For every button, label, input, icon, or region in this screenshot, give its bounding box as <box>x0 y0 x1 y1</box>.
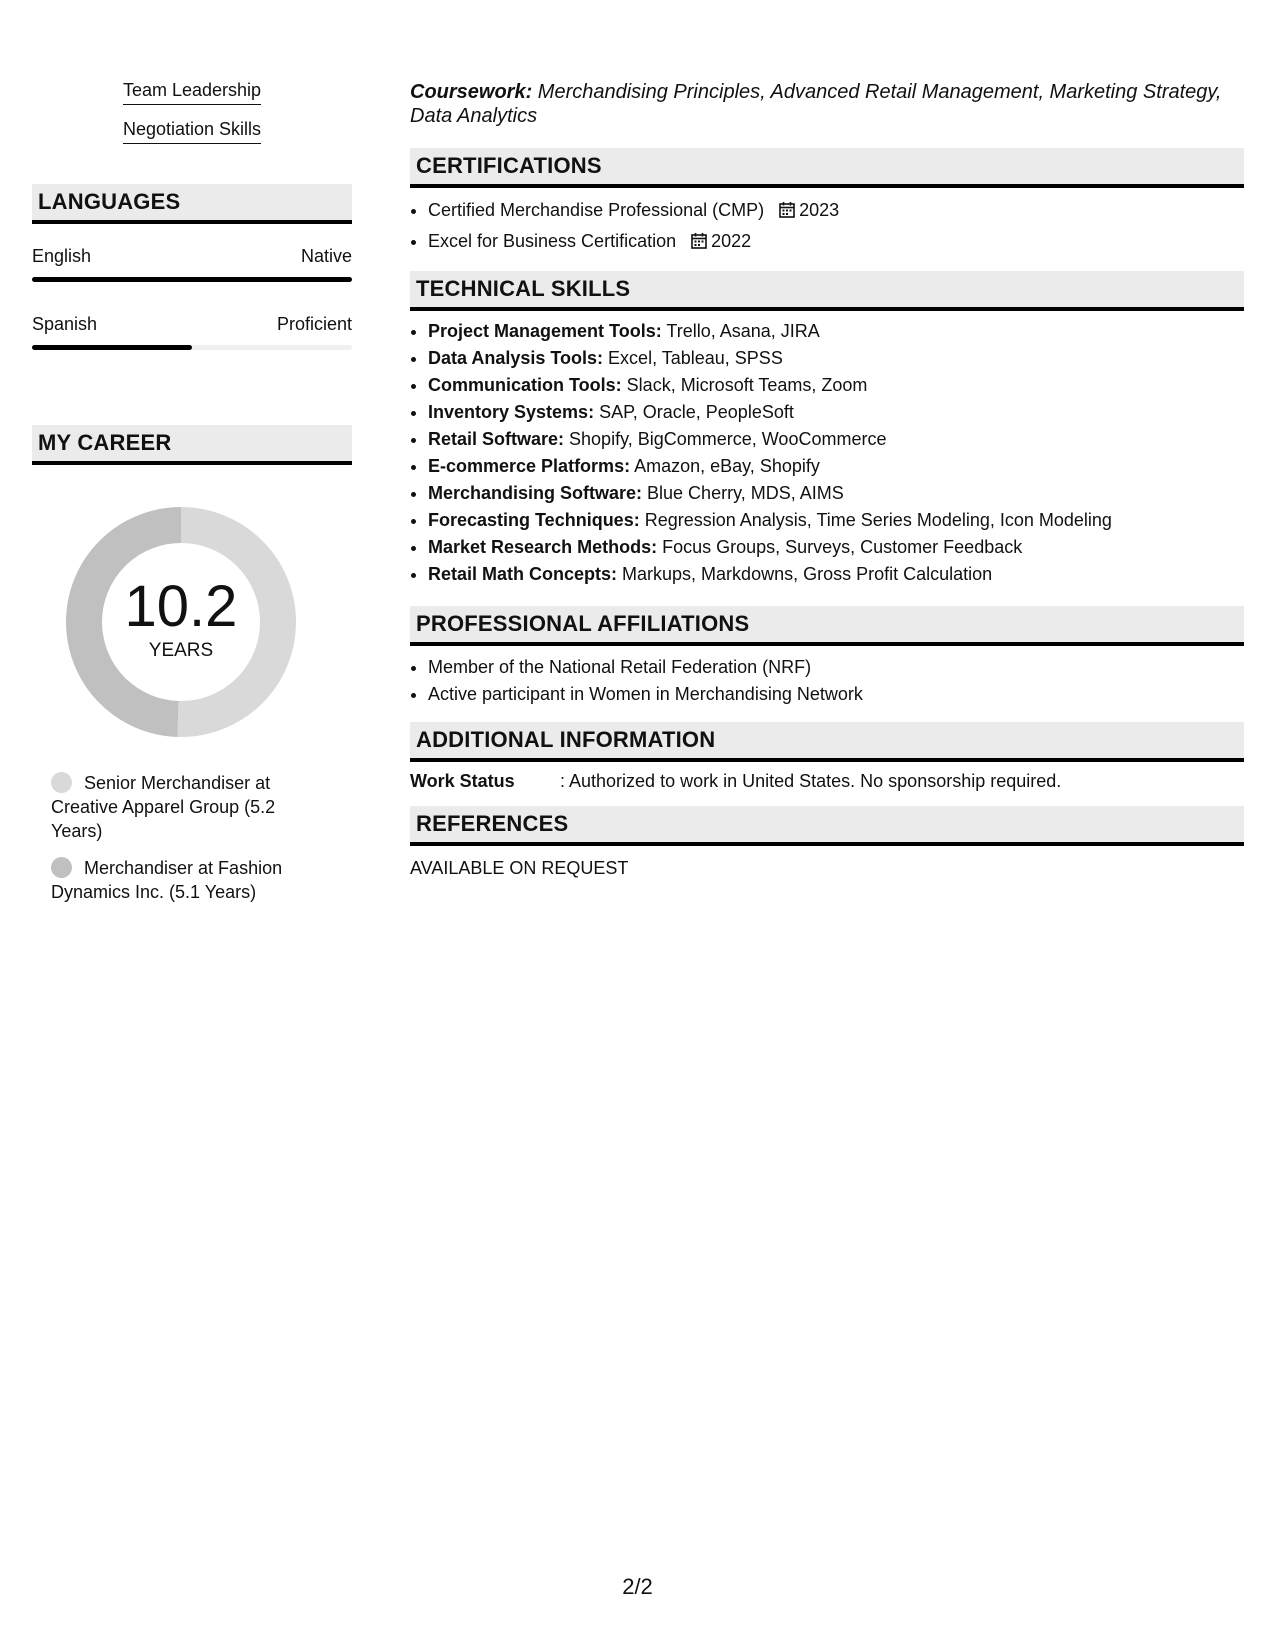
legend-dot-icon <box>51 772 72 793</box>
calendar-icon <box>691 229 707 258</box>
technical-skill-label: Communication Tools: <box>428 375 622 395</box>
skill-item: Team Leadership <box>123 80 261 105</box>
technical-skill-value: Trello, Asana, JIRA <box>661 321 820 341</box>
technical-skill-value: Slack, Microsoft Teams, Zoom <box>621 375 868 395</box>
career-legend-label: Merchandiser at Fashion Dynamics Inc. (5.1 Years) <box>51 858 283 902</box>
technical-skill-label: E-commerce Platforms: <box>428 456 631 476</box>
references-text: AVAILABLE ON REQUEST <box>410 858 629 878</box>
technical-skill-label: Inventory Systems: <box>428 402 595 422</box>
certification-year: 2022 <box>711 230 752 251</box>
technical-skills-header: TECHNICAL SKILLS <box>410 271 1244 311</box>
career-total <box>66 507 296 737</box>
language-name: English <box>32 246 92 266</box>
technical-skill-label: Market Research Methods: <box>428 537 658 557</box>
career-total-value: 10.2 <box>124 574 238 639</box>
certification-item <box>428 227 1244 258</box>
technical-skill-value: Blue Cherry, MDS, AIMS <box>642 483 844 503</box>
affiliations-list <box>410 654 1244 708</box>
technical-skill-label: Forecasting Techniques: <box>428 510 640 530</box>
technical-skills-list <box>410 318 1244 588</box>
coursework <box>410 80 1244 128</box>
legend-dot-icon <box>51 857 72 878</box>
technical-skill-value: Markups, Markdowns, Gross Profit Calculation <box>617 564 993 584</box>
technical-skill-label: Data Analysis Tools: <box>428 348 604 368</box>
certifications-list <box>410 196 1244 257</box>
left-column <box>32 80 352 917</box>
references-header: REFERENCES <box>410 806 1244 846</box>
technical-skill-label: Retail Software: <box>428 429 565 449</box>
technical-skill-item <box>428 399 1244 426</box>
technical-skill-item <box>428 426 1244 453</box>
language-name: Spanish <box>32 314 98 334</box>
coursework-text: Merchandising Principles, Advanced Retail Management, Marketing Strategy, Data Analytics <box>410 81 1222 127</box>
technical-skill-label: Merchandising Software: <box>428 483 643 503</box>
skill-item: Negotiation Skills <box>123 119 261 144</box>
skills-list <box>32 80 352 144</box>
technical-skill-item <box>428 318 1244 345</box>
language-level-fill <box>32 277 352 282</box>
technical-skill-value: Focus Groups, Surveys, Customer Feedback <box>657 537 1023 557</box>
certification-year: 2023 <box>799 200 840 220</box>
technical-skill-item <box>428 561 1244 588</box>
technical-skill-value: Excel, Tableau, SPSS <box>603 348 783 368</box>
technical-skill-item <box>428 345 1244 372</box>
right-column <box>410 80 1244 879</box>
language-level: Native <box>300 246 352 266</box>
work-status-label: Work Status <box>410 771 515 791</box>
technical-skill-item <box>428 507 1244 534</box>
technical-skill-value: Shopify, BigCommerce, WooCommerce <box>564 429 887 449</box>
technical-skill-value: SAP, Oracle, PeopleSoft <box>594 402 794 422</box>
language-level-bar <box>32 345 352 350</box>
affiliations-header: PROFESSIONAL AFFILIATIONS <box>410 606 1244 646</box>
work-status-row <box>410 771 1244 792</box>
career-header: MY CAREER <box>32 425 352 465</box>
technical-skill-item <box>428 534 1244 561</box>
work-status-value: : Authorized to work in United States. No sponsorship required. <box>560 771 1062 791</box>
page-number: 2/2 <box>622 1574 653 1599</box>
technical-skill-value: Regression Analysis, Time Series Modeling, Icon Modeling <box>639 510 1112 530</box>
career-legend <box>51 771 321 904</box>
career-donut-chart <box>66 507 296 737</box>
affiliation-item: • Active participant in Women in Merchandising Network <box>428 681 1244 708</box>
technical-skill-item <box>428 453 1244 480</box>
technical-skill-item <box>428 480 1244 507</box>
technical-skill-label: Retail Math Concepts: <box>428 564 618 584</box>
language-english <box>32 246 352 282</box>
career-legend-item <box>51 856 321 904</box>
technical-skill-label: Project Management Tools: <box>428 321 662 341</box>
affiliation-item: • Member of the National Retail Federation (NRF) <box>428 654 1244 681</box>
certification-item <box>428 196 1244 227</box>
career-legend-item <box>51 771 321 843</box>
certification-name: Excel for Business Certification <box>428 230 677 251</box>
calendar-icon <box>779 198 795 227</box>
technical-skill-item <box>428 372 1244 399</box>
career-total-unit: YEARS <box>148 640 214 661</box>
coursework-label: Coursework: <box>410 81 533 103</box>
career-legend-label: Senior Merchandiser at Creative Apparel Group (5.2 Years) <box>51 773 276 841</box>
certifications-header: CERTIFICATIONS <box>410 148 1244 188</box>
additional-info-header: ADDITIONAL INFORMATION <box>410 722 1244 762</box>
technical-skill-value: Amazon, eBay, Shopify <box>630 456 820 476</box>
language-level-bar <box>32 277 352 282</box>
language-level: Proficient <box>276 314 352 334</box>
language-level-fill <box>32 345 192 350</box>
languages-header: LANGUAGES <box>32 184 352 224</box>
certification-name: Certified Merchandise Professional (CMP) <box>428 200 765 220</box>
language-spanish <box>32 314 352 350</box>
